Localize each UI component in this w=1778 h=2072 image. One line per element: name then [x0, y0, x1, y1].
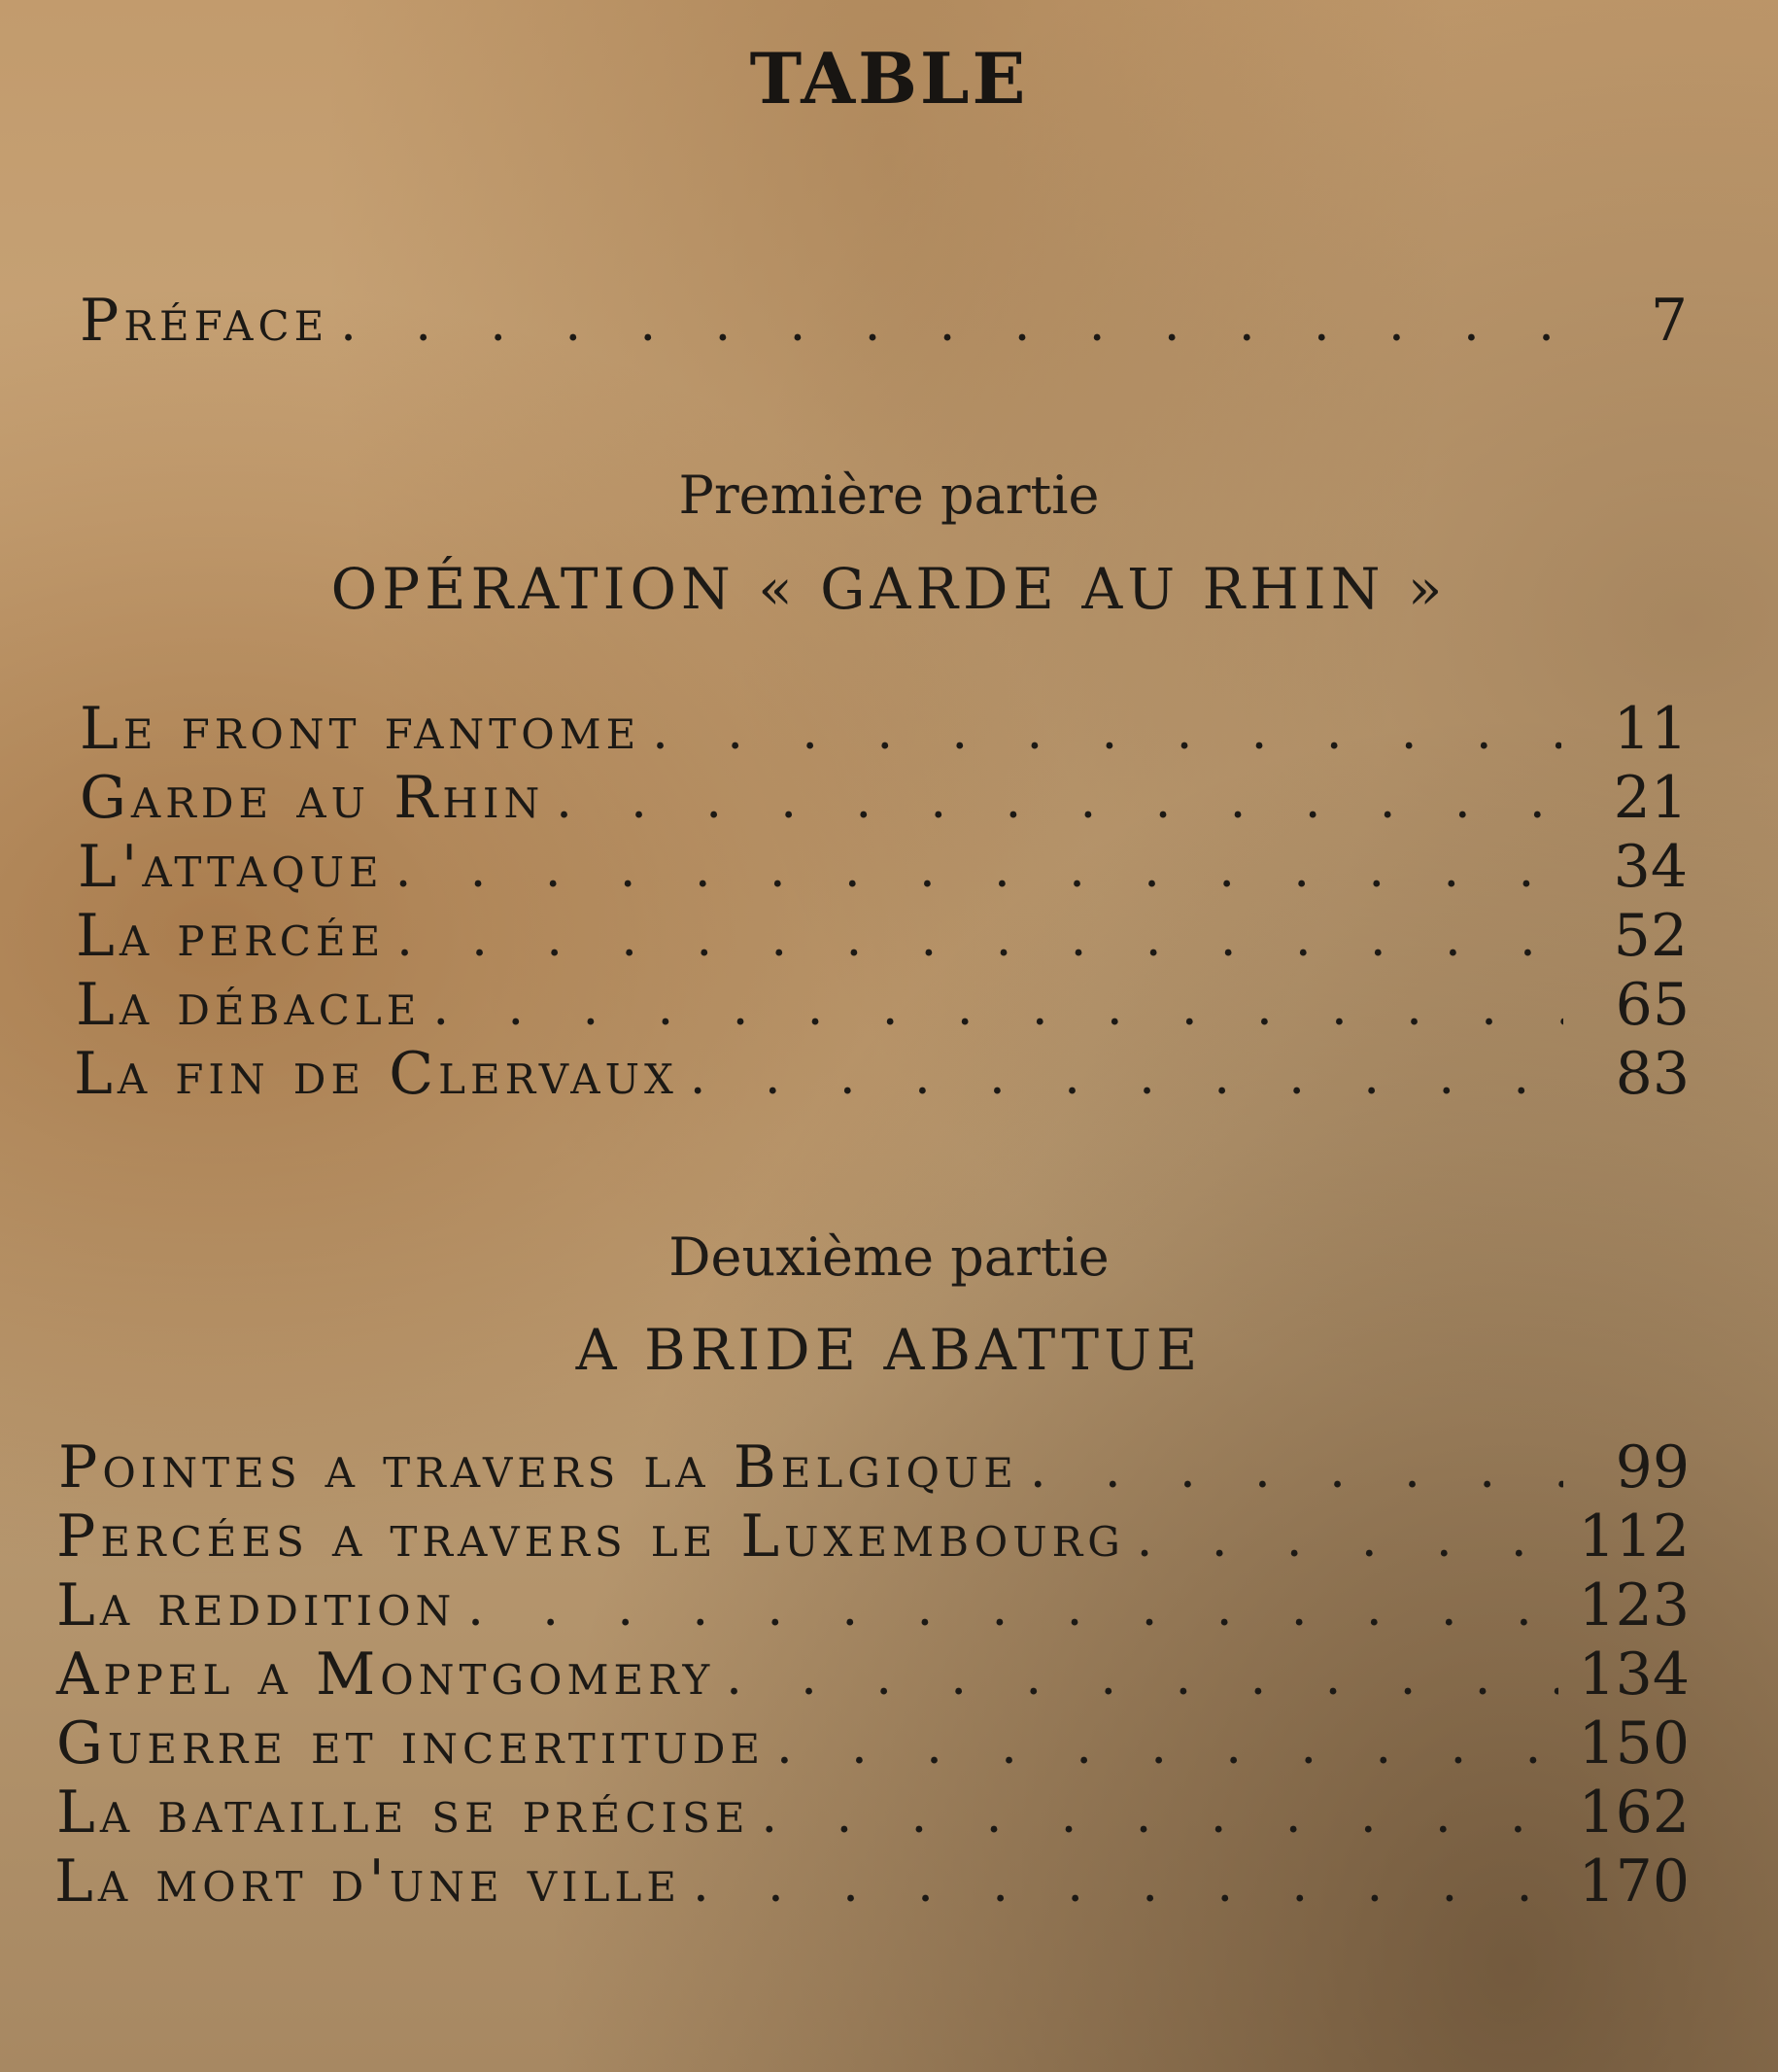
dot-leader [328, 294, 1561, 353]
dot-leader [1018, 1441, 1563, 1500]
toc-row [56, 1502, 1690, 1572]
toc-page-number: 34 [1613, 833, 1688, 901]
toc-entry-title: La percée [76, 902, 386, 970]
toc-entry-title: La débacle [76, 971, 422, 1039]
toc-entry-title: L'attaque [78, 833, 384, 901]
toc-page-number: 123 [1578, 1571, 1690, 1640]
toc-page-number: 134 [1578, 1640, 1690, 1709]
toc-page-number: 7 [1650, 287, 1688, 355]
toc-row [74, 1040, 1690, 1110]
toc-row [58, 1433, 1690, 1503]
toc-page-number: 52 [1613, 902, 1688, 970]
dot-leader [765, 1717, 1558, 1776]
toc-entry-title: Appel a Montgomery [56, 1640, 715, 1709]
toc-page-number: 99 [1615, 1433, 1690, 1502]
toc-entry-title: Pointes a travers la Belgique [58, 1433, 1018, 1502]
dot-leader [714, 1648, 1558, 1707]
toc-entry-title: Guerre et incertitude [56, 1709, 766, 1778]
toc-row [80, 764, 1688, 834]
toc-row [80, 695, 1688, 765]
toc-row [78, 833, 1688, 903]
dot-leader [385, 910, 1561, 968]
toc-page-number: 150 [1578, 1709, 1690, 1778]
part-label: Deuxième partie [668, 1226, 1110, 1288]
toc-entry-title: La fin de Clervaux [74, 1040, 678, 1108]
toc-row [54, 1848, 1690, 1917]
toc-entry-title: Garde au Rhin [80, 764, 545, 832]
toc-entry-title: La mort d'une ville [54, 1848, 682, 1916]
page-title: TABLE [749, 37, 1029, 120]
dot-leader [544, 772, 1561, 830]
dot-leader [456, 1579, 1558, 1638]
dot-leader [750, 1786, 1559, 1845]
toc-row [76, 902, 1688, 972]
toc-page-number: 170 [1578, 1848, 1690, 1916]
toc-page-number: 112 [1578, 1502, 1690, 1571]
dot-leader [421, 979, 1563, 1037]
toc-page-number: 11 [1613, 695, 1688, 763]
toc-entry-title: La bataille se précise [56, 1778, 750, 1847]
toc-page-number: 21 [1613, 764, 1688, 832]
dot-leader [1125, 1510, 1559, 1569]
dot-leader [384, 841, 1561, 899]
toc-row [56, 1778, 1690, 1848]
part-title: OPÉRATION « GARDE AU RHIN » [330, 556, 1448, 622]
toc-page-number: 162 [1578, 1778, 1690, 1847]
part-label: Première partie [678, 465, 1100, 526]
dot-leader [681, 1855, 1558, 1914]
dot-leader [678, 1048, 1563, 1106]
toc-entry-title: Le front fantome [80, 695, 641, 763]
toc-entry-title: La reddition [56, 1571, 457, 1640]
toc-page-number: 83 [1615, 1040, 1690, 1108]
toc-row [56, 1571, 1690, 1641]
toc-row [56, 1709, 1690, 1779]
part-title: A BRIDE ABATTUE [575, 1317, 1203, 1383]
toc-row [76, 971, 1690, 1041]
toc-entry-title: Percées a travers le Luxembourg [56, 1502, 1125, 1571]
toc-row [56, 1640, 1690, 1710]
toc-row-preface [80, 287, 1688, 357]
toc-entry-title: Préface [80, 287, 329, 355]
dot-leader [640, 703, 1561, 761]
toc-page-number: 65 [1615, 971, 1690, 1039]
